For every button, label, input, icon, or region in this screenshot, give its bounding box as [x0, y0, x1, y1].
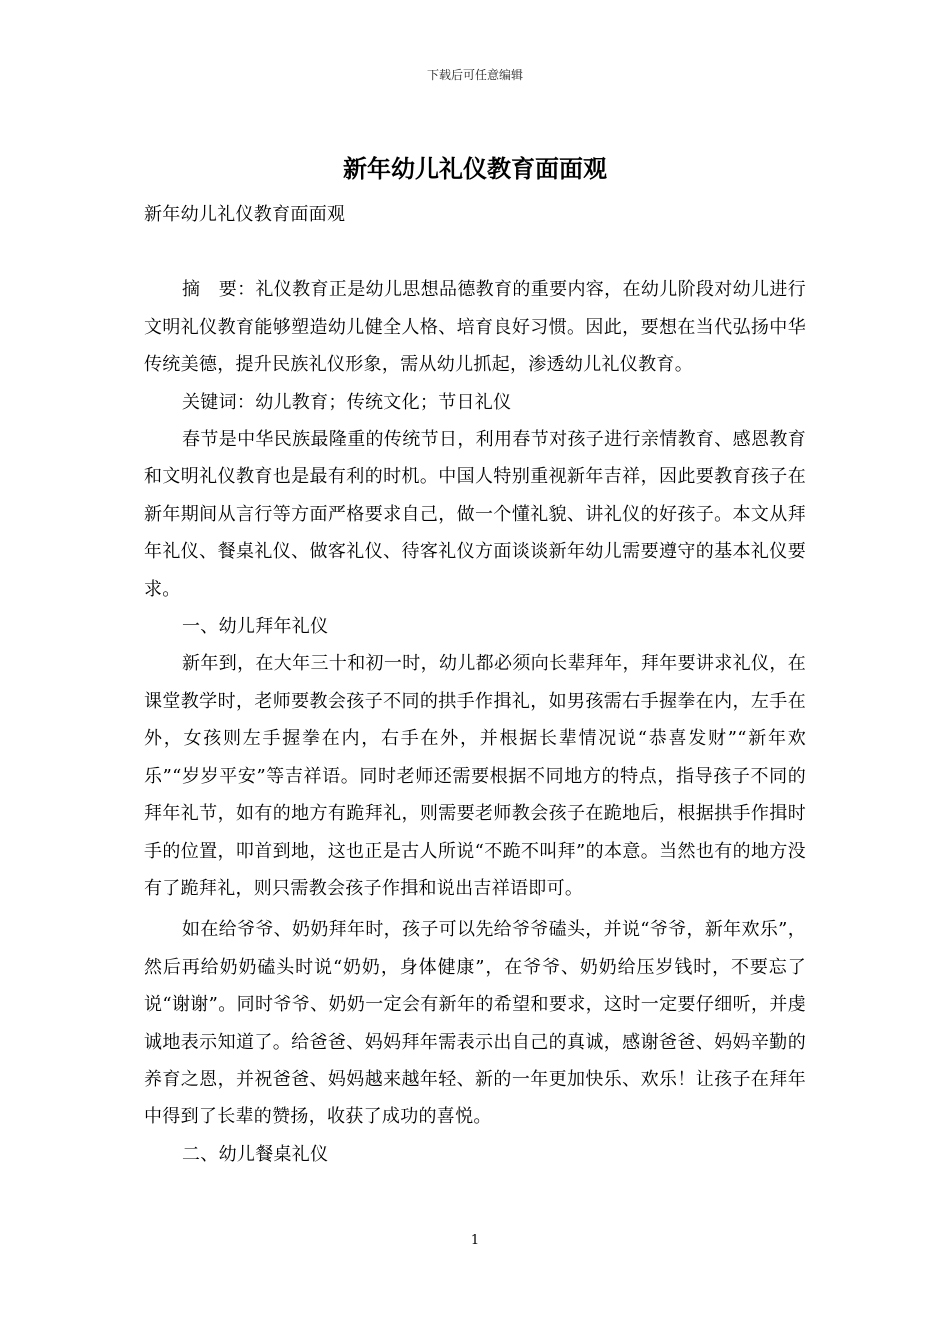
intro-paragraph: 春节是中华民族最隆重的传统节日，利用春节对孩子进行亲情教育、感恩教育和文明礼仪教育也是最有利的时机。中国人特别重视新年吉祥，因此要教育孩子在新年期间从言行等方面严格要求自己，做一个懂礼貌、讲礼仪的好孩子。本文从拜年礼仪、餐桌礼仪、做客礼仪、待客礼仪方面谈谈新年幼儿需要遵守的基本礼仪要求。 [144, 429, 806, 600]
section-heading-2: 二、幼儿餐桌礼仪 [182, 1143, 329, 1165]
section-heading-1: 一、幼儿拜年礼仪 [182, 616, 329, 638]
abstract-paragraph: 摘 要：礼仪教育正是幼儿思想品德教育的重要内容，在幼儿阶段对幼儿进行文明礼仪教育能够塑造幼儿健全人格、培育良好习惯。因此，要想在当代弘扬中华传统美德，提升民族礼仪形象，需从幼儿抓起，渗透幼儿礼仪教育。 [144, 279, 806, 376]
page-number: 1 [470, 1233, 480, 1248]
document-subtitle: 新年幼儿礼仪教育面面观 [144, 204, 346, 225]
keywords-paragraph: 关键词：幼儿教育；传统文化；节日礼仪 [182, 391, 512, 413]
document-title: 新年幼儿礼仪教育面面观 [343, 154, 607, 183]
document-body [144, 196, 806, 1173]
body-paragraph: 新年到，在大年三十和初一时，幼儿都必须向长辈拜年，拜年要讲求礼仪，在课堂教学时，老师要教会孩子不同的拱手作揖礼，如男孩需右手握拳在内，左手在外，女孩则左手握拳在内，右手在外，并根据长辈情况说“恭喜发财”“新年欢乐”“岁岁平安”等吉祥语。同时老师还需要根据不同地方的特点，指导孩子不同的拜年礼节，如有的地方有跪拜礼，则需要老师教会孩子在跪地后，根据拱手作揖时手的位置，叩首到地，这也正是古人所说“不跪不叫拜”的本意。当然也有的地方没有了跪拜礼，则只需教会孩子作揖和说出吉祥语即可。 [144, 653, 806, 899]
page-header-note: 下载后可任意编辑 [426, 68, 523, 82]
body-paragraph: 如在给爷爷、奶奶拜年时，孩子可以先给爷爷磕头，并说“爷爷，新年欢乐”，然后再给奶奶磕头时说“奶奶，身体健康”，在爷爷、奶奶给压岁钱时，不要忘了说“谢谢”。同时爷爷、奶奶一定会有新年的希望和要求，这时一定要仔细听，并虔诚地表示知道了。给爸爸、妈妈拜年需表示出自己的真诚，感谢爸爸、妈妈辛勤的养育之恩，并祝爸爸、妈妈越来越年轻、新的一年更加快乐、欢乐！让孩子在拜年中得到了长辈的赞扬，收获了成功的喜悦。 [144, 919, 806, 1128]
